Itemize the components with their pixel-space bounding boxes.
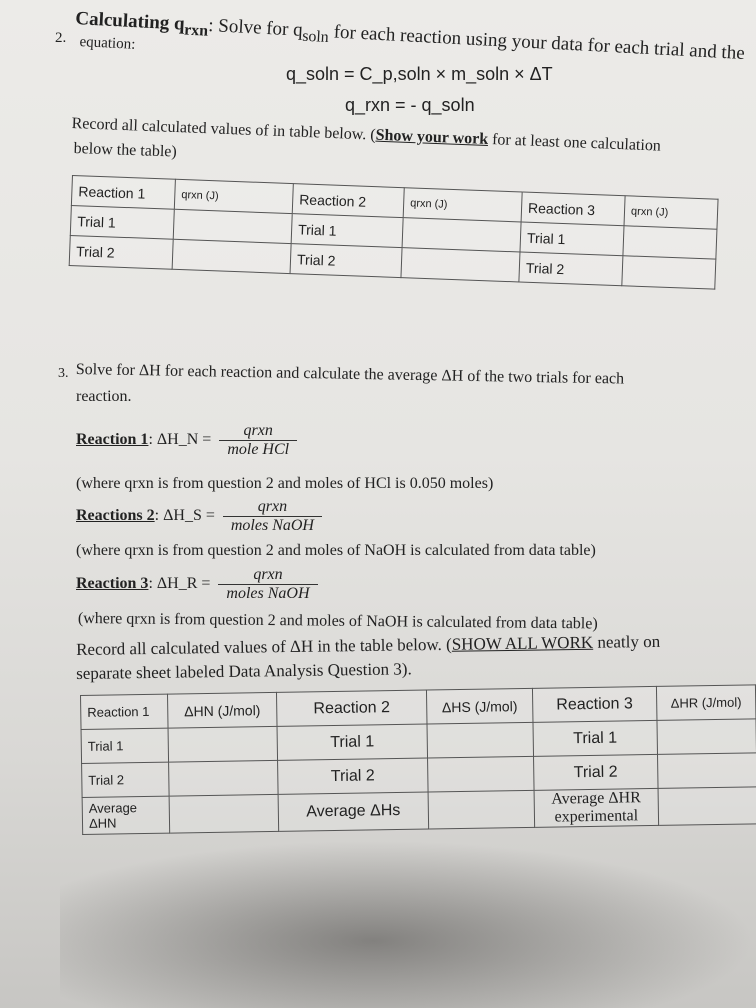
qrxn-entry-cell[interactable]	[172, 239, 291, 273]
dh-entry-cell[interactable]	[428, 790, 535, 829]
question-2-continuation: equation:	[79, 34, 136, 53]
question-3-text-continued: reaction.	[76, 388, 132, 405]
table-header: Reaction 3	[521, 192, 625, 226]
table-cell: Average ΔHs	[278, 792, 429, 831]
table-cell: Average ΔHN	[82, 796, 170, 834]
dh-entry-cell[interactable]	[657, 753, 756, 789]
qrxn-entry-cell[interactable]	[623, 226, 717, 259]
dh-entry-cell[interactable]	[657, 719, 756, 755]
table-cell: Trial 1	[291, 214, 403, 248]
dh-entry-cell[interactable]	[169, 760, 278, 796]
dh-entry-cell[interactable]	[658, 787, 756, 826]
table-header: Reaction 3	[532, 686, 656, 722]
table-cell: Trial 1	[520, 222, 624, 256]
record-dh-instruction: Record all calculated values of ΔH in the table below. (SHOW ALL WORK neatly on	[76, 631, 661, 659]
dh-entry-cell[interactable]	[168, 726, 277, 762]
table-cell: Trial 2	[277, 758, 428, 794]
delta-h-table	[80, 684, 756, 835]
table-header: Reaction 2	[292, 184, 404, 218]
table-cell: Trial 1	[533, 720, 657, 756]
qrxn-entry-cell[interactable]	[401, 248, 520, 282]
table-cell: Average ΔHR experimental	[534, 788, 658, 827]
question-2-title: Calculating $q_{rxn}$: Solve for $q_{soln}$ for each reaction using your data for each trial and the	[74, 8, 746, 65]
table-header: qrxn (J)	[403, 188, 522, 222]
qrxn-entry-cell[interactable]	[622, 256, 716, 289]
table-header: Reaction 1	[81, 694, 169, 729]
table-header: qrxn (J)	[174, 179, 293, 213]
table-header: Reaction 2	[276, 690, 427, 726]
question-3-number: 3.	[58, 366, 69, 381]
record-dh-instruction-continued: separate sheet labeled Data Analysis Question 3).	[76, 659, 412, 683]
table-header: qrxn (J)	[624, 196, 718, 229]
record-instruction: Record all calculated values of in table below. (Show your work for at least one calculation	[71, 115, 662, 155]
table-cell: Trial 1	[70, 205, 174, 239]
question-2-number: 2.	[55, 30, 67, 46]
dh-entry-cell[interactable]	[428, 756, 534, 792]
reaction-1-formula: Reaction 1: ΔH_N = $\frac{\text{qrxn}}{\text{mole HCl}}$	[76, 422, 297, 459]
table-cell: Trial 1	[81, 728, 169, 763]
table-header: ΔHN (J/mol)	[168, 692, 277, 728]
hand-shadow	[60, 840, 756, 1008]
table-header: Reaction 1	[71, 176, 175, 210]
table-cell: Trial 2	[69, 235, 173, 269]
reaction-1-note: (where qrxn is from question 2 and moles of HCl is 0.050 moles)	[76, 475, 494, 492]
table-cell: Trial 2	[533, 754, 657, 790]
dh-entry-cell[interactable]	[427, 722, 533, 758]
question-3-text: Solve for ΔH for each reaction and calculate the average ΔH of the two trials for each	[75, 361, 625, 388]
qrxn-entry-cell[interactable]	[173, 209, 292, 243]
table-cell: Trial 2	[519, 252, 623, 286]
record-instruction-continued: below the table)	[73, 140, 178, 161]
reaction-2-formula: Reactions 2: ΔH_S = $\frac{\text{qrxn}}{\text{moles NaOH}}$	[76, 498, 322, 535]
q-rxn-equation: q_rxn = - q_soln	[345, 95, 475, 115]
table-cell: Trial 2	[82, 762, 170, 797]
reaction-3-formula: Reaction 3: ΔH_R = $\frac{\text{qrxn}}{\text{moles NaOH}}$	[76, 566, 318, 603]
qrxn-entry-cell[interactable]	[402, 218, 521, 252]
reaction-3-note: (where qrxn is from question 2 and moles of NaOH is calculated from data table)	[77, 610, 598, 633]
table-cell: Trial 2	[290, 244, 402, 278]
reaction-2-note: (where qrxn is from question 2 and moles of NaOH is calculated from data table)	[76, 542, 596, 559]
dh-entry-cell[interactable]	[169, 794, 278, 833]
table-header: ΔHS (J/mol)	[426, 688, 532, 724]
table-header: ΔHR (J/mol)	[656, 685, 756, 721]
table-cell: Trial 1	[277, 724, 428, 760]
q-soln-equation: q_soln = C_p,soln × m_soln × ΔT	[286, 64, 553, 84]
